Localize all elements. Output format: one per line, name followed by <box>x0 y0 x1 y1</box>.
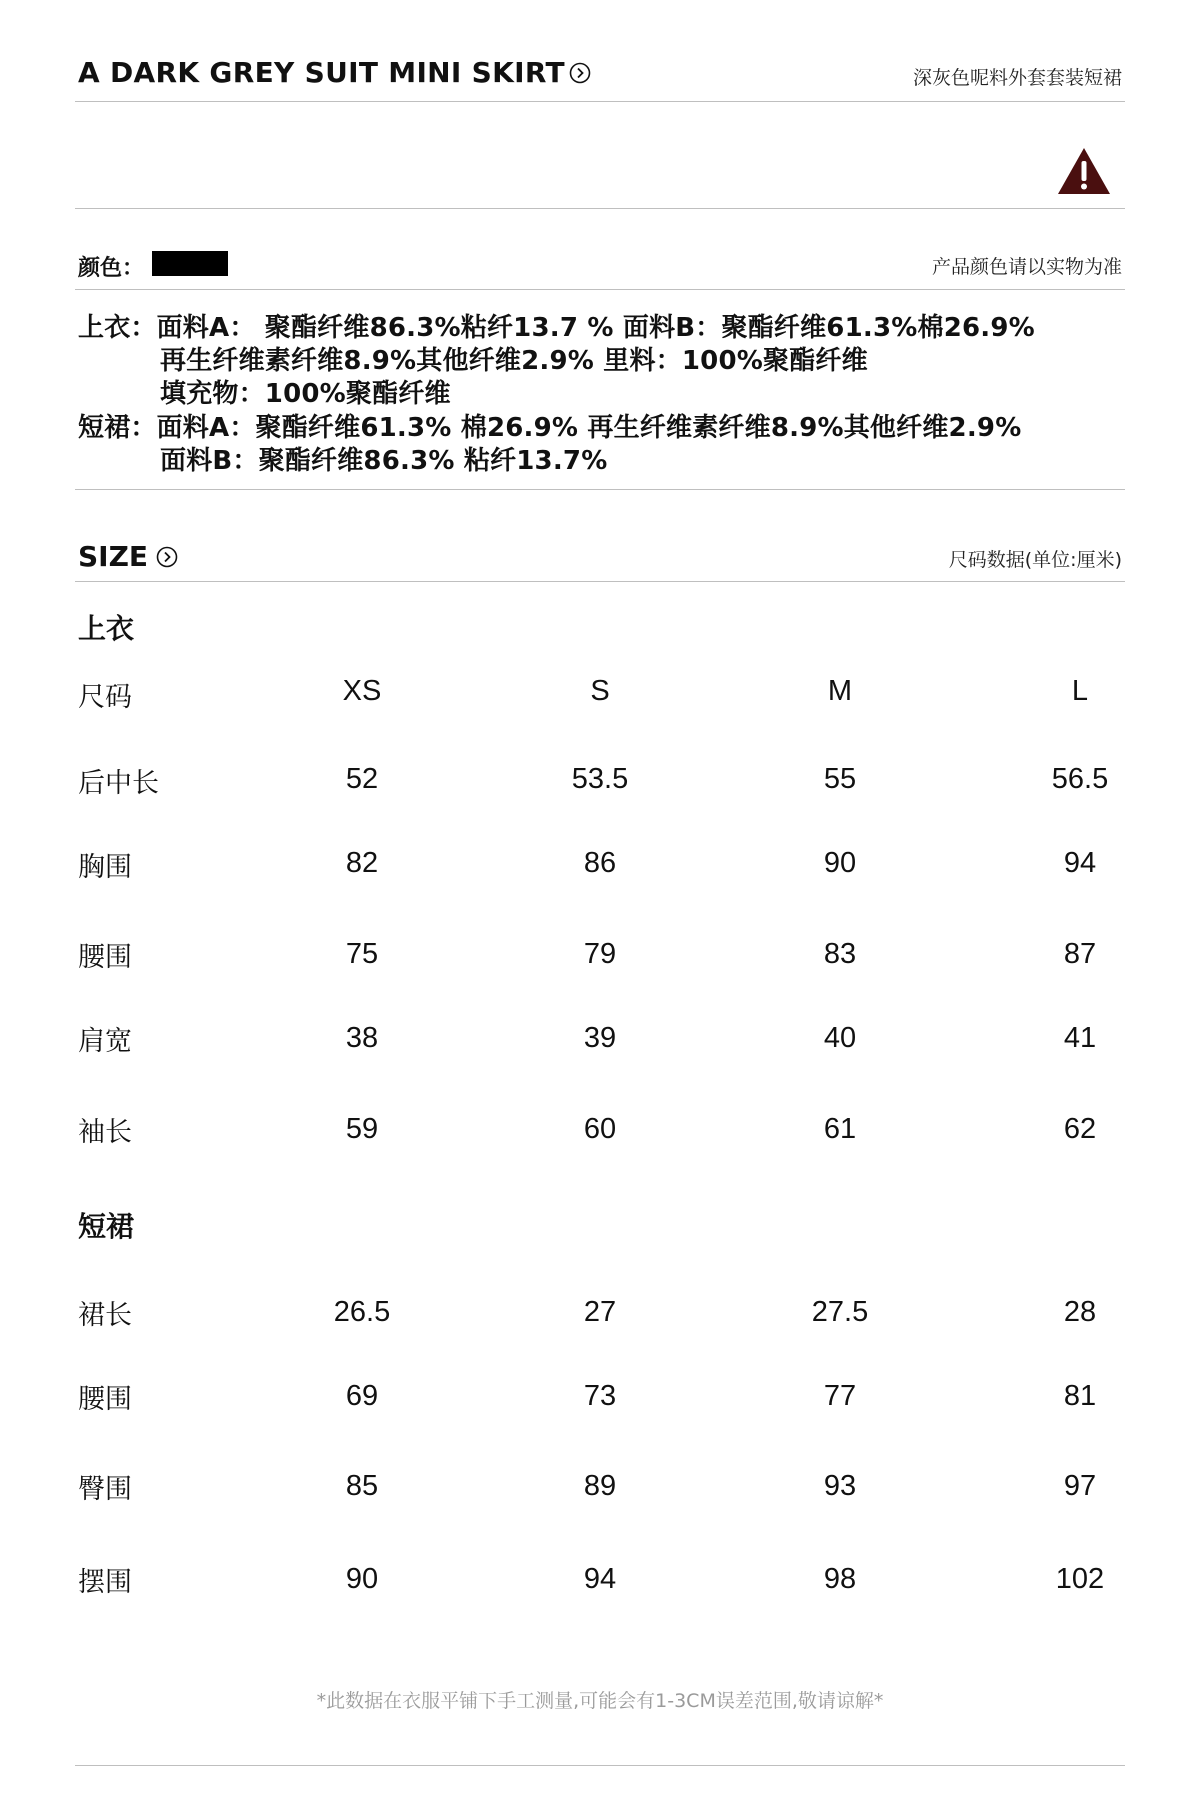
table-cell: 26.5 <box>333 1296 391 1328</box>
table-cell: 85 <box>345 1470 379 1502</box>
table-cell: 41 <box>1063 1022 1097 1054</box>
divider <box>75 289 1125 290</box>
table-row-label: 胸围 <box>78 852 132 883</box>
divider <box>75 1765 1125 1766</box>
table-row-label: 臀围 <box>78 1474 132 1505</box>
table-cell: 93 <box>823 1470 857 1502</box>
circle-chevron-right-icon <box>569 62 591 84</box>
table-cell: 87 <box>1063 938 1097 970</box>
table-cell: 81 <box>1063 1380 1097 1412</box>
table-row-label: 腰围 <box>78 1384 132 1415</box>
table-cell: 28 <box>1063 1296 1097 1328</box>
table-cell: 69 <box>345 1380 379 1412</box>
measurement-footnote: *此数据在衣服平铺下手工测量,可能会有1-3CM误差范围,敬请谅解* <box>316 1690 884 1712</box>
color-swatch <box>152 251 228 276</box>
table-cell: 102 <box>1055 1563 1105 1595</box>
circle-chevron-right-icon <box>156 546 178 568</box>
table-cell: 73 <box>583 1380 617 1412</box>
size-section-title <box>78 540 178 573</box>
product-title <box>78 56 591 89</box>
table-cell: 56.5 <box>1051 763 1109 795</box>
table-cell: 79 <box>583 938 617 970</box>
product-title-cn: 深灰色呢料外套套装短裙 <box>912 67 1122 89</box>
table-cell: 55 <box>823 763 857 795</box>
size-header-m: M <box>827 675 853 707</box>
size-label: 尺码 <box>78 682 132 713</box>
table-cell: 60 <box>583 1113 617 1145</box>
table-cell: 75 <box>345 938 379 970</box>
table-row-label: 摆围 <box>78 1567 132 1598</box>
table-row-label: 裙长 <box>78 1300 132 1331</box>
table-cell: 83 <box>823 938 857 970</box>
warning-icon <box>1056 146 1112 196</box>
divider <box>75 489 1125 490</box>
table-cell: 39 <box>583 1022 617 1054</box>
composition-line: 短裙：面料A：聚酯纤维61.3% 棉26.9% 再生纤维素纤维8.9%其他纤维2.9% <box>78 413 1022 443</box>
top-section-heading: 上衣 <box>78 612 135 645</box>
composition-line: 填充物：100%聚酯纤维 <box>160 379 451 409</box>
table-cell: 27.5 <box>811 1296 869 1328</box>
color-label: 颜色： <box>78 256 145 281</box>
table-row-label: 袖长 <box>78 1117 132 1148</box>
table-cell: 94 <box>583 1563 617 1595</box>
table-cell: 38 <box>345 1022 379 1054</box>
table-cell: 86 <box>583 847 617 879</box>
table-cell: 27 <box>583 1296 617 1328</box>
table-cell: 52 <box>345 763 379 795</box>
table-cell: 90 <box>345 1563 379 1595</box>
product-title-text: A DARK GREY SUIT MINI SKIRT <box>78 56 565 89</box>
table-cell: 77 <box>823 1380 857 1412</box>
table-cell: 53.5 <box>571 763 629 795</box>
divider <box>75 101 1125 102</box>
table-cell: 40 <box>823 1022 857 1054</box>
table-cell: 97 <box>1063 1470 1097 1502</box>
divider <box>75 208 1125 209</box>
size-header-xs: XS <box>342 675 382 707</box>
table-cell: 61 <box>823 1113 857 1145</box>
composition-line: 面料B：聚酯纤维86.3% 粘纤13.7% <box>160 446 608 476</box>
table-cell: 62 <box>1063 1113 1097 1145</box>
divider <box>75 581 1125 582</box>
table-row-label: 肩宽 <box>78 1026 132 1057</box>
skirt-section-heading: 短裙 <box>78 1210 135 1243</box>
table-cell: 82 <box>345 847 379 879</box>
table-cell: 90 <box>823 847 857 879</box>
table-cell: 94 <box>1063 847 1097 879</box>
composition-line: 上衣：面料A： 聚酯纤维86.3%粘纤13.7 % 面料B：聚酯纤维61.3%棉26.9% <box>78 313 1035 343</box>
table-cell: 98 <box>823 1563 857 1595</box>
table-cell: 89 <box>583 1470 617 1502</box>
composition-line: 再生纤维素纤维8.9%其他纤维2.9% 里料：100%聚酯纤维 <box>160 346 868 376</box>
size-unit-note: 尺码数据(单位:厘米) <box>948 549 1122 571</box>
color-note: 产品颜色请以实物为准 <box>931 256 1122 278</box>
table-cell: 59 <box>345 1113 379 1145</box>
size-header-s: S <box>590 675 610 707</box>
table-row-label: 腰围 <box>78 942 132 973</box>
size-title-text: SIZE <box>78 540 149 573</box>
size-header-l: L <box>1071 675 1089 707</box>
table-row-label: 后中长 <box>78 768 159 799</box>
